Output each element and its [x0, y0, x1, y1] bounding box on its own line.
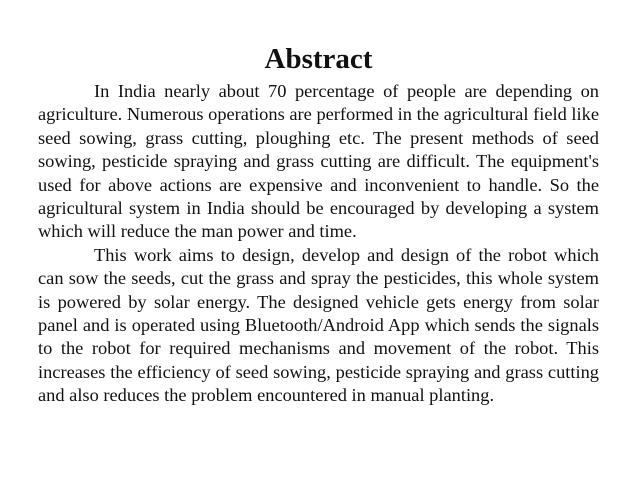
abstract-paragraph-1: In India nearly about 70 percentage of people are depending on agriculture. Numerous operations are performed in the agricultural field like seed sowing, grass cutting, ploughing etc. The present methods of seed sowing, pesticide spraying and grass cutting are difficult. The equipment's used for above actions are expensive and inconvenient to handle. So the agricultural system in India should be encouraged by developing a system which will reduce the man power and time.: [38, 81, 599, 242]
slide-title: Abstract: [264, 43, 373, 75]
abstract-paragraph-2: This work aims to design, develop and design of the robot which can sow the seeds, cut the grass and spray the pesticides, this whole system is powered by solar energy. The designed vehicle gets energy from solar panel and is operated using Bluetooth/Android App which sends the signals to the robot for required mechanisms and movement of the robot. This increases the efficiency of seed sowing, pesticide spraying and grass cutting and also reduces the problem encountered in manual planting.: [38, 244, 599, 406]
